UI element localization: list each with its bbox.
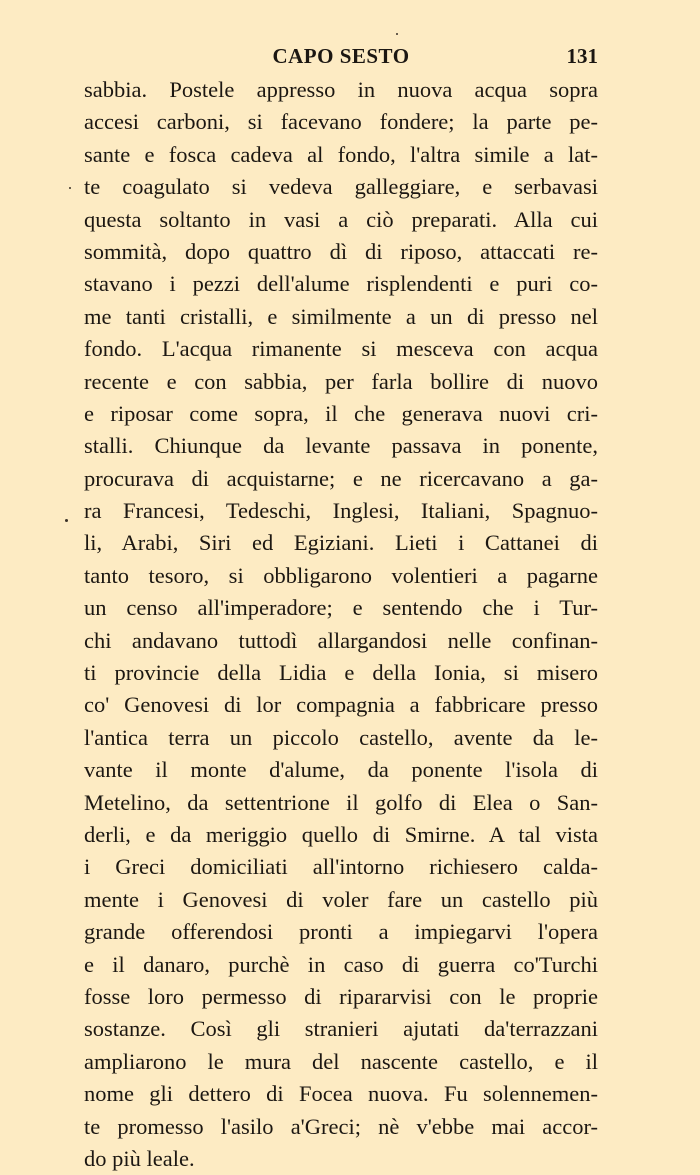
text-line: ampliarono le mura del nascente castello, e il — [84, 1048, 598, 1074]
running-head — [84, 44, 598, 72]
text-line: fosse loro permesso di ripararvisi con le proprie — [84, 983, 598, 1009]
text-line: stavano i pezzi dell'alume risplendenti e puri co- — [84, 271, 598, 297]
text-line: l'antica terra un piccolo castello, avente da le- — [84, 724, 598, 750]
text-line: sommità, dopo quattro dì di riposo, attaccati re- — [84, 238, 598, 264]
text-line: te promesso l'asilo a'Greci; nè v'ebbe mai accor- — [84, 1113, 598, 1139]
text-line: grande offerendosi pronti a impiegarvi l'opera — [84, 919, 598, 945]
text-line: ra Francesi, Tedeschi, Inglesi, Italiani, Spagnuo- — [84, 498, 598, 524]
text-line: accesi carboni, si facevano fondere; la parte pe- — [84, 109, 598, 135]
body-text — [84, 74, 598, 1175]
text-line: Metelino, da settentrione il golfo di Elea o San- — [84, 789, 598, 815]
text-line: sabbia. Postele appresso in nuova acqua sopra — [84, 77, 598, 102]
text-line: e il danaro, purchè in caso di guerra co'Turchi — [84, 951, 598, 977]
text-line: sostanze. Così gli stranieri ajutati da'terrazzani — [84, 1016, 598, 1042]
text-line: nome gli dettero di Focea nuova. Fu solennemen- — [84, 1081, 598, 1107]
print-speck — [396, 33, 398, 35]
text-line: un censo all'imperadore; e sentendo che i Tur- — [84, 595, 598, 621]
text-line: li, Arabi, Siri ed Egiziani. Lieti i Cattanei di — [84, 530, 598, 556]
text-line: stalli. Chiunque da levante passava in ponente, — [84, 433, 598, 459]
text-line: me tanti cristalli, e similmente a un di presso nel — [84, 303, 598, 329]
text-line: vante il monte d'alume, da ponente l'isola di — [84, 757, 598, 783]
text-line: sante e fosca cadeva al fondo, l'altra simile a lat- — [84, 141, 598, 167]
text-line: procurava di acquistarne; e ne ricercavano a ga- — [84, 465, 598, 491]
text-line: mente i Genovesi di voler fare un castello più — [84, 886, 598, 912]
print-speck — [65, 519, 68, 522]
text-line: questa soltanto in vasi a ciò preparati. Alla cui — [84, 206, 598, 232]
text-line: do più leale. — [84, 1145, 195, 1171]
text-line: tanto tesoro, si obbligarono volentieri a pagarne — [84, 562, 598, 588]
page-number: 131 — [566, 44, 598, 68]
print-speck — [69, 187, 71, 189]
text-line: derli, e da meriggio quello di Smirne. A tal vista — [84, 821, 598, 847]
text-line: chi andavano tuttodì allargandosi nelle confinan- — [84, 627, 598, 653]
text-line: e riposar come sopra, il che generava nuovi cri- — [84, 400, 598, 426]
text-line: te coagulato si vedeva galleggiare, e serbavasi — [84, 174, 598, 200]
text-line: i Greci domiciliati all'intorno richiesero calda- — [84, 854, 598, 880]
text-line: ti provincie della Lidia e della Ionia, si misero — [84, 660, 598, 686]
text-line: recente e con sabbia, per farla bollire di nuovo — [84, 368, 598, 394]
text-line: co' Genovesi di lor compagnia a fabbricare presso — [84, 692, 598, 718]
text-line: fondo. L'acqua rimanente si mesceva con acqua — [84, 336, 598, 362]
chapter-title: CAPO SESTO — [272, 44, 410, 68]
